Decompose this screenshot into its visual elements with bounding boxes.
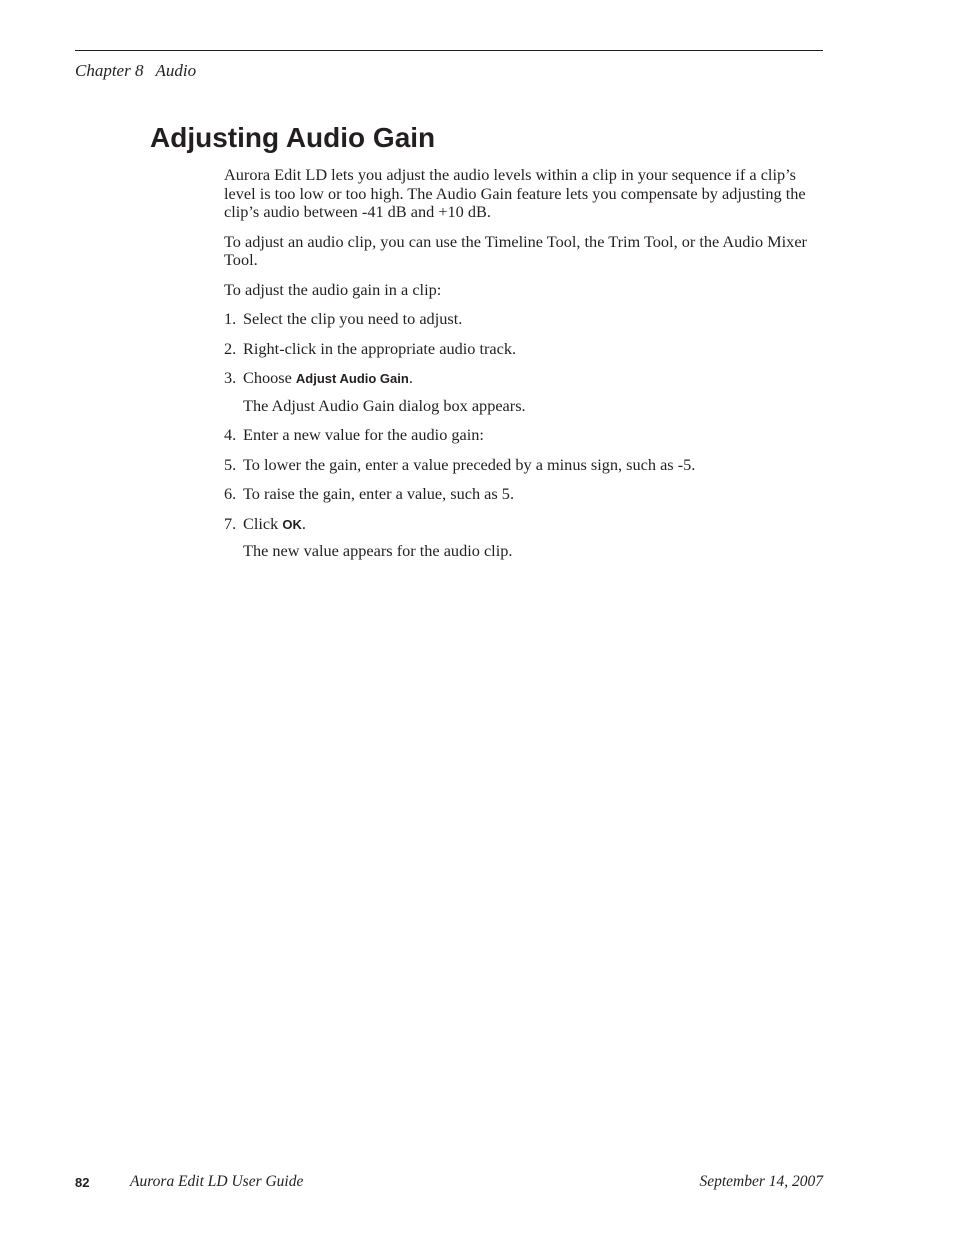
step-text-pre: Click — [243, 513, 283, 533]
step-1 — [224, 310, 824, 329]
step-text-post: . — [408, 368, 413, 387]
running-head — [75, 61, 196, 81]
step-3 — [224, 369, 824, 415]
step-6 — [224, 485, 824, 504]
step-text: Right-click in the appropriate audio track. — [243, 338, 517, 358]
step-result-note: The Adjust Audio Gain dialog box appears. — [243, 395, 526, 415]
chapter-title: Audio — [155, 61, 197, 80]
intro-paragraph: Aurora Edit LD lets you adjust the audio levels within a clip in your sequence if a clip’s level is too low or too high. The Audio Gain feature lets you compensate by adjusting the clip’s audio between -41 dB and +10 dB. — [224, 165, 806, 221]
step-4 — [224, 426, 824, 445]
footer-page-number: 82 — [75, 1175, 90, 1190]
step-result-note: The new value appears for the audio clip. — [243, 541, 513, 560]
footer-date: September 14, 2007 — [699, 1173, 823, 1190]
section-title: Adjusting Audio Gain — [150, 122, 436, 153]
header-rule — [75, 50, 823, 51]
step-number: 2. — [224, 338, 237, 358]
section-body — [224, 166, 824, 572]
ui-term-adjust-audio-gain: Adjust Audio Gain — [295, 371, 409, 386]
step-2 — [224, 340, 824, 359]
step-number: 1. — [224, 309, 237, 328]
step-text: Select the clip you need to adjust. — [243, 309, 463, 328]
step-text: Enter a new value for the audio gain: — [243, 425, 484, 444]
step-5 — [224, 456, 824, 475]
step-number: 3. — [224, 368, 237, 387]
procedure-steps — [224, 310, 824, 561]
chapter-number: Chapter 8 — [75, 61, 144, 80]
step-number: 5. — [224, 454, 237, 474]
tools-paragraph: To adjust an audio clip, you can use the Timeline Tool, the Trim Tool, or the Audio Mixer Tool. — [224, 231, 807, 269]
step-text: To lower the gain, enter a value preceded by a minus sign, such as -5. — [243, 454, 696, 474]
step-number: 6. — [224, 484, 237, 503]
footer-guide-title: Aurora Edit LD User Guide — [130, 1173, 304, 1190]
step-text-post: . — [301, 513, 306, 533]
step-text-pre: Choose — [243, 368, 296, 387]
ui-term-ok: OK — [282, 516, 302, 532]
step-text: To raise the gain, enter a value, such as 5. — [243, 484, 515, 503]
step-number: 4. — [224, 425, 237, 444]
step-7 — [224, 515, 824, 561]
step-number: 7. — [224, 513, 237, 533]
procedure-intro: To adjust the audio gain in a clip: — [224, 279, 442, 299]
